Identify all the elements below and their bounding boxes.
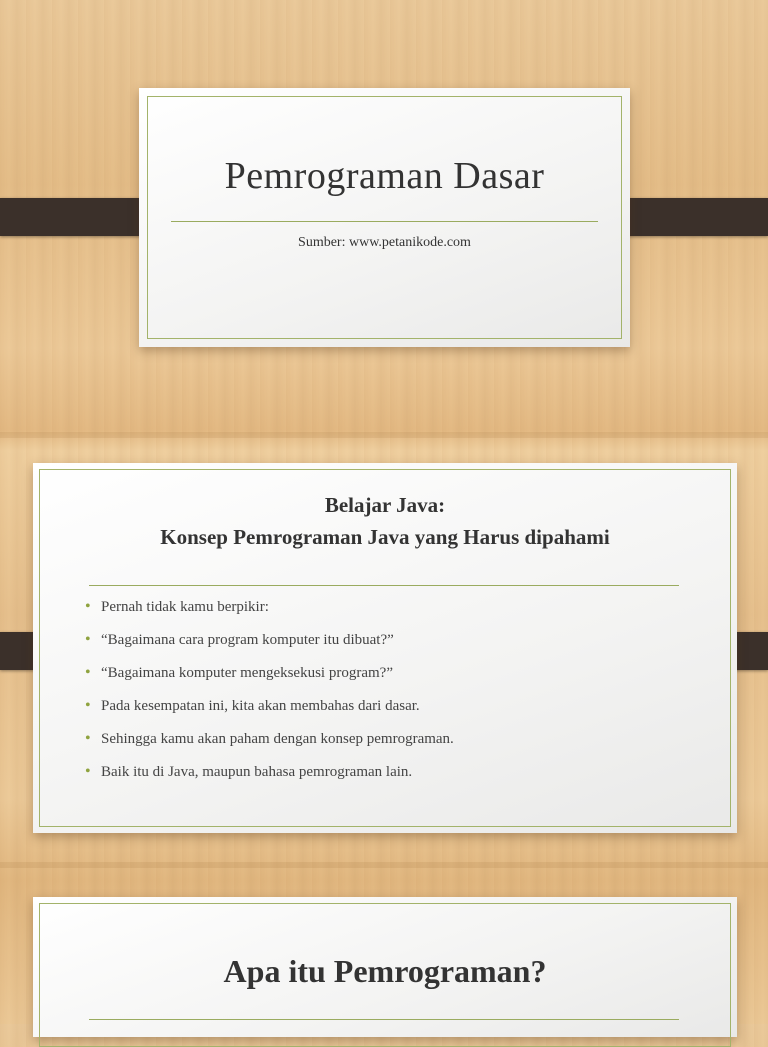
- wood-band: [0, 862, 768, 868]
- section-slide[interactable]: [33, 897, 737, 1037]
- bullet-text: Baik itu di Java, maupun bahasa pemrograman lain.: [101, 764, 413, 780]
- bullet-icon: •: [85, 598, 91, 615]
- bullet-list: [85, 598, 705, 796]
- bullet-text: “Bagaimana komputer mengeksekusi program?”: [101, 665, 393, 681]
- slide-tab-right: [612, 198, 768, 236]
- content-slide[interactable]: [33, 463, 737, 833]
- bullet-text: Sehingga kamu akan paham dengan konsep pemrograman.: [101, 731, 454, 747]
- bullet-icon: •: [85, 763, 91, 780]
- list-item: [85, 598, 705, 631]
- bullet-icon: •: [85, 664, 91, 681]
- title-rule: [171, 221, 598, 222]
- list-item: [85, 664, 705, 697]
- title-slide[interactable]: [139, 88, 630, 347]
- slide-heading: [33, 489, 737, 553]
- wood-band: [0, 432, 768, 438]
- slide-title: Apa itu Pemrograman?: [223, 953, 547, 989]
- title-rule: [89, 1019, 679, 1020]
- slide-tab-left: [0, 198, 156, 236]
- bullet-text: “Bagaimana cara program komputer itu dibuat?”: [101, 632, 394, 648]
- slide-title: Pemrograman Dasar: [224, 155, 545, 197]
- slide-subtitle: Sumber: www.petanikode.com: [298, 235, 471, 250]
- bullet-text: Pada kesempatan ini, kita akan membahas dari dasar.: [101, 698, 420, 714]
- bullet-icon: •: [85, 730, 91, 747]
- slide-frame: [147, 96, 622, 339]
- list-item: [85, 730, 705, 763]
- list-item: [85, 697, 705, 730]
- list-item: [85, 631, 705, 664]
- bullet-text: Pernah tidak kamu berpikir:: [101, 599, 269, 615]
- heading-line-2: Konsep Pemrograman Java yang Harus dipahami: [160, 525, 610, 549]
- heading-rule: [89, 585, 679, 586]
- heading-line-1: Belajar Java:: [324, 493, 446, 517]
- bullet-icon: •: [85, 697, 91, 714]
- bullet-icon: •: [85, 631, 91, 648]
- list-item: [85, 763, 705, 796]
